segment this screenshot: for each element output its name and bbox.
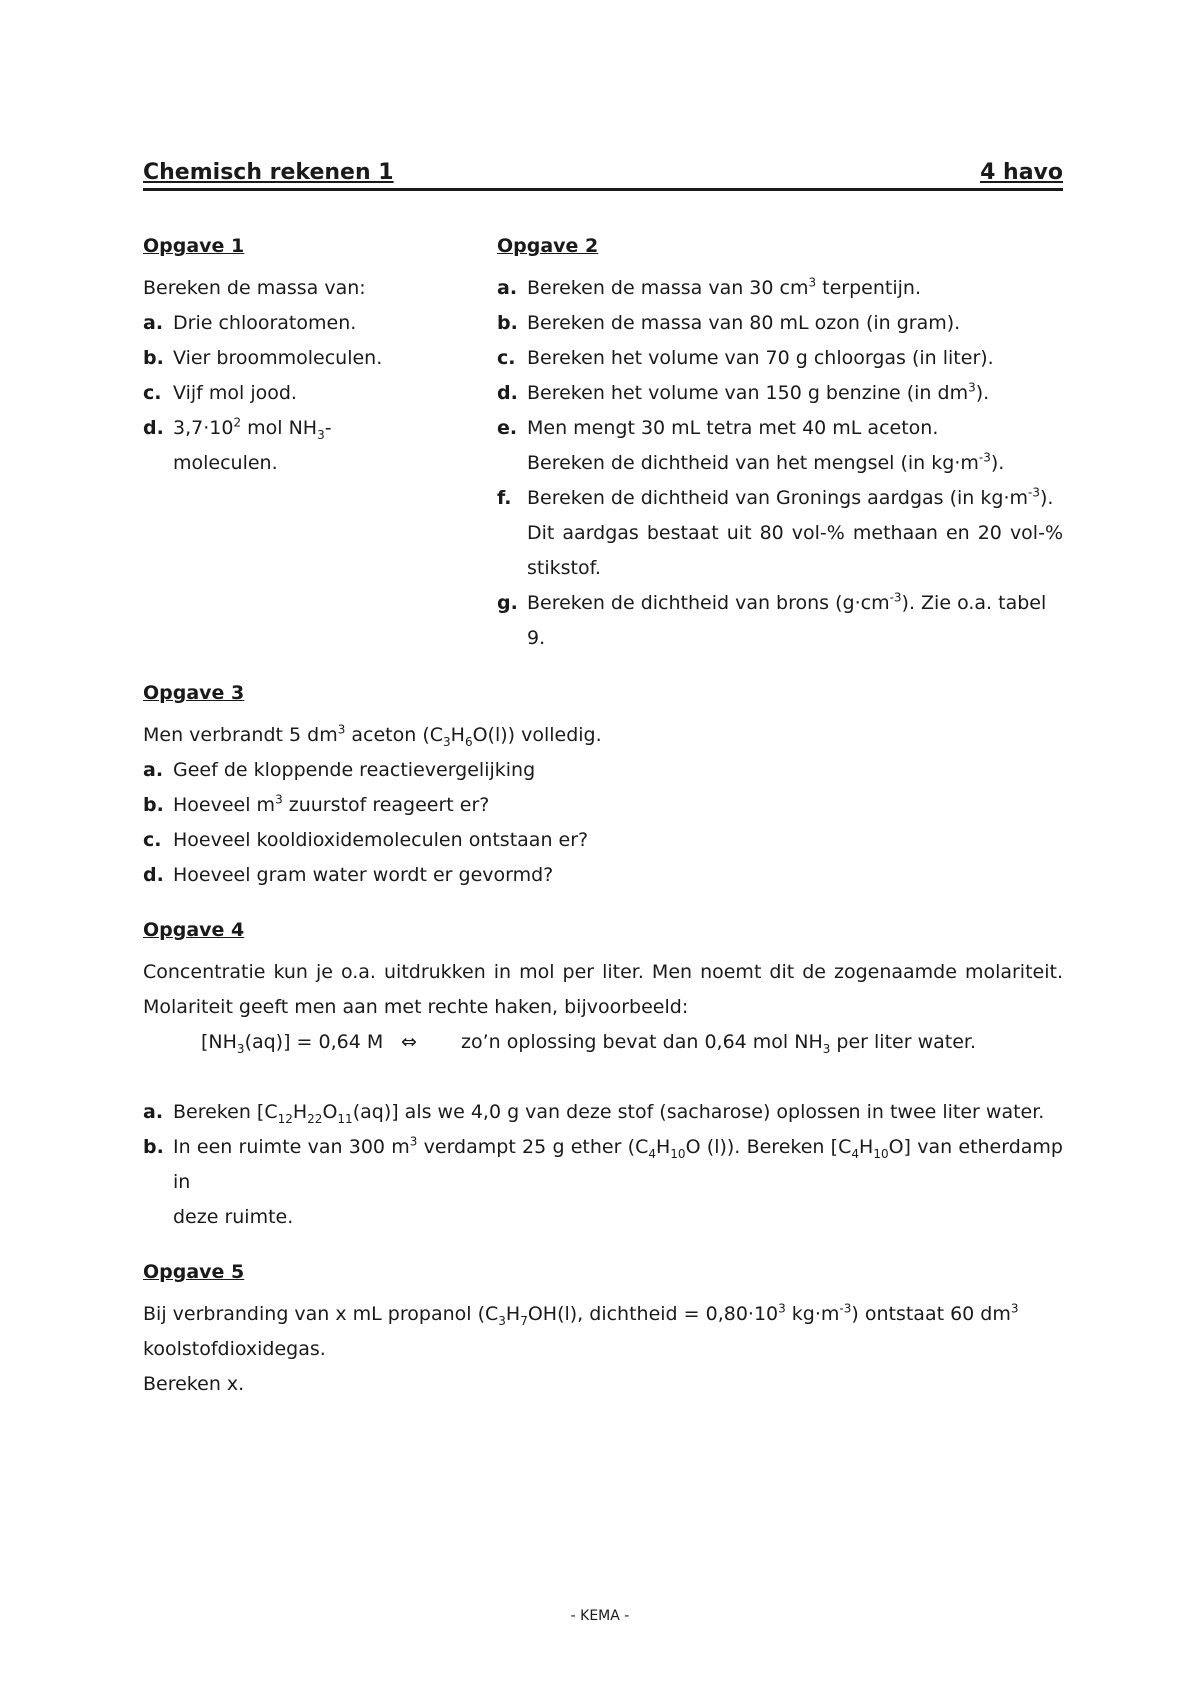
- opgave-1-item-b: b. Vier broommoleculen.: [143, 347, 383, 369]
- opgave-4-item-b-continued: deze ruimte.: [173, 1206, 294, 1228]
- opgave-5: [143, 1259, 1063, 1402]
- document-page: [143, 160, 1063, 1402]
- opgave-3-title: Opgave 3: [143, 682, 245, 704]
- opgave-3: [143, 680, 1063, 893]
- equivalence-arrow-icon: ⇔: [401, 1031, 417, 1053]
- opgave-1-title: Opgave 1: [143, 235, 245, 257]
- opgave-4-intro: Concentratie kun je o.a. uitdrukken in mol per liter. Men noemt dit de zogenaamde molariteit. Molariteit geeft men aan met rechte haken, bijvoorbeeld:: [143, 961, 1063, 1018]
- opgave-5-text-continued: koolstofdioxidegas.: [143, 1338, 326, 1360]
- opgave-2-item-e: e. Men mengt 30 mL tetra met 40 mL aceton.: [497, 417, 939, 439]
- opgave-2-item-c: c. Bereken het volume van 70 g chloorgas (in liter).: [497, 347, 994, 369]
- opgave-2-title: Opgave 2: [497, 235, 599, 257]
- opgave-2-item-f-continued: Dit aardgas bestaat uit 80 vol-% methaan en 20 vol-% stikstof.: [527, 522, 1063, 579]
- two-column-block: [143, 233, 1063, 656]
- opgave-5-title: Opgave 5: [143, 1261, 245, 1283]
- opgave-2-item-b: b. Bereken de massa van 80 mL ozon (in gram).: [497, 312, 961, 334]
- opgave-3-item-d: d. Hoeveel gram water wordt er gevormd?: [143, 864, 554, 886]
- document-title: Chemisch rekenen 1: [143, 160, 394, 185]
- opgave-2-item-d: d. Bereken het volume van 150 g benzine (in $dm^3$).: [497, 380, 990, 404]
- opgave-2-item-e-continued: Bereken de dichtheid van het mengsel (in $kg\cdot m^{-3}$).: [527, 450, 1005, 474]
- document-level: 4 havo: [980, 160, 1063, 185]
- opgave-5-question: Bereken x.: [143, 1373, 245, 1395]
- opgave-2: [497, 233, 1063, 656]
- opgave-1-item-d: d. $3,7\cdot 10^2$ mol $NH_3-$: [143, 415, 332, 442]
- opgave-1-item-d-continued: moleculen.: [173, 452, 278, 474]
- page-footer: - KEMA -: [570, 1608, 630, 1624]
- opgave-1-intro: Bereken de massa van:: [143, 277, 366, 299]
- opgave-3-item-a: a. Geef de kloppende reactievergelijking: [143, 759, 536, 781]
- opgave-4: [143, 917, 1063, 1235]
- opgave-4-item-b: b. In een ruimte van 300 $m^3$ verdampt 25 g ether ($C_4H_{10}O$ (l)). Bereken $[C_4H_{10}O]$ van etherdamp in: [143, 1134, 1063, 1193]
- opgave-2-item-g: g. Bereken de dichtheid van brons $(g\cdot cm^{-3})$. Zie o.a. tabel 9.: [497, 590, 1047, 649]
- opgave-3-intro: Men verbrandt 5 $dm^3$ aceton $(C_3H_6O(l))$ volledig.: [143, 722, 602, 749]
- page-header: [143, 160, 1063, 191]
- opgave-2-item-f: f. Bereken de dichtheid van Gronings aardgas (in $kg\cdot m^{-3}$).: [497, 485, 1054, 509]
- opgave-1-item-c: c. Vijf mol jood.: [143, 382, 297, 404]
- opgave-4-item-a: a. Bereken $[C_{12}H_{22}O_{11}(aq)]$ als we 4,0 g van deze stof (sacharose) oplossen in twee liter water.: [143, 1101, 1045, 1126]
- opgave-2-item-a: a. Bereken de massa van 30 $cm^3$ terpentijn.: [497, 275, 921, 299]
- opgave-4-title: Opgave 4: [143, 919, 245, 941]
- opgave-5-text: Bij verbranding van x mL propanol ($C_3H_7OH(l)$, dichtheid = $0,80\cdot 10^3$ $kg\cdot m^{-3}$) ontstaat 60 $dm^3$: [143, 1301, 1019, 1328]
- molarity-example: $[NH_3(aq)] = 0,64$ M ⇔ zo’n oplossing bevat dan 0,64 mol $NH_3$ per liter water.: [201, 1025, 1063, 1060]
- opgave-1: [143, 233, 497, 656]
- opgave-3-item-b: b. Hoeveel $m^3$ zuurstof reageert er?: [143, 792, 490, 816]
- opgave-1-item-a: a. Drie chlooratomen.: [143, 312, 357, 334]
- opgave-3-item-c: c. Hoeveel kooldioxidemoleculen ontstaan er?: [143, 829, 589, 851]
